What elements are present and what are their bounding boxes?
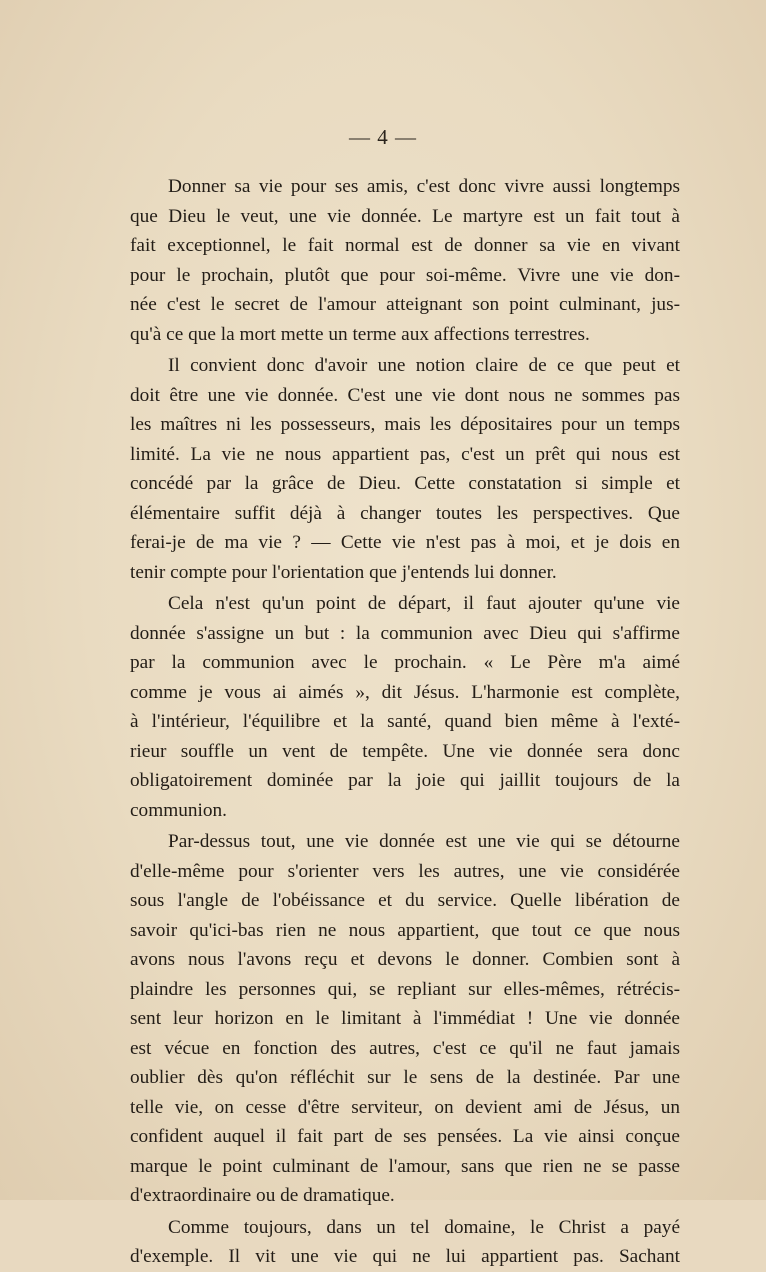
text-line: Par-dessus tout, une vie donnée est une vie qui se détourne xyxy=(168,831,680,852)
paragraph xyxy=(130,1213,680,1272)
text-line: pour le prochain, plutôt que pour soi-même. Vivre une vie don- xyxy=(130,264,680,286)
text-line: Il convient donc d'avoir une notion claire de ce que peut et xyxy=(168,355,680,376)
text-line: née c'est le secret de l'amour atteignant son point culminant, jus- xyxy=(130,294,680,315)
paragraph xyxy=(130,589,680,825)
text-line: comme je vous ai aimés », dit Jésus. L'harmonie est complète, xyxy=(130,681,680,703)
paragraph xyxy=(130,172,680,349)
text-line: obligatoirement dominée par la joie qui jaillit toujours de la xyxy=(130,770,680,791)
text-line: d'elle-même pour s'orienter vers les autres, une vie considérée xyxy=(130,860,680,882)
text-line: d'exemple. Il vit une vie qui ne lui appartient pas. Sachant xyxy=(130,1246,680,1267)
text-line: doit être une vie donnée. C'est une vie dont nous ne sommes pas xyxy=(130,384,680,406)
page-number: — 4 — xyxy=(349,125,417,149)
text-line: qu'à ce que la mort mette un terme aux affections terrestres. xyxy=(130,323,590,345)
text-line: sent leur horizon en le limitant à l'immédiat ! Une vie donnée xyxy=(130,1008,680,1029)
text-line: oublier dès qu'on réfléchit sur le sens de la destinée. Par une xyxy=(130,1067,680,1088)
text-line: rieur souffle un vent de tempête. Une vie donnée sera donc xyxy=(130,740,680,762)
text-line: confident auquel il fait part de ses pensées. La vie ainsi conçue xyxy=(130,1126,680,1147)
text-line: communion. xyxy=(130,799,227,821)
text-line: élémentaire suffit déjà à changer toutes les perspectives. Que xyxy=(130,502,680,524)
text-line: par la communion avec le prochain. « Le Père m'a aimé xyxy=(130,652,680,673)
body-text xyxy=(130,172,680,1272)
text-line: ferai-je de ma vie ? — Cette vie n'est pas à moi, et je dois en xyxy=(130,532,680,553)
text-line: marque le point culminant de l'amour, sans que rien ne se passe xyxy=(130,1155,680,1177)
text-line: est vécue en fonction des autres, c'est ce qu'il ne faut jamais xyxy=(130,1037,680,1059)
text-line: Comme toujours, dans un tel domaine, le Christ a payé xyxy=(168,1216,680,1238)
text-line: fait exceptionnel, le fait normal est de donner sa vie en vivant xyxy=(130,235,680,256)
text-line: savoir qu'ici-bas rien ne nous appartient, que tout ce que nous xyxy=(130,919,680,941)
text-line: Donner sa vie pour ses amis, c'est donc vivre aussi longtemps xyxy=(168,176,680,197)
text-line: tenir compte pour l'orientation que j'entends lui donner. xyxy=(130,561,557,583)
text-line: avons nous l'avons reçu et devons le donner. Combien sont à xyxy=(130,949,680,970)
text-line: plaindre les personnes qui, se repliant sur elles-mêmes, rétrécis- xyxy=(130,978,680,1000)
text-line: telle vie, on cesse d'être serviteur, on devient ami de Jésus, un xyxy=(130,1096,680,1118)
text-line: concédé par la grâce de Dieu. Cette constatation si simple et xyxy=(130,473,680,494)
text-line: donnée s'assigne un but : la communion avec Dieu qui s'affirme xyxy=(130,622,680,644)
text-line: Cela n'est qu'un point de départ, il faut ajouter qu'une vie xyxy=(168,593,680,614)
text-line: à l'intérieur, l'équilibre et la santé, quand bien même à l'exté- xyxy=(130,711,680,732)
text-line: que Dieu le veut, une vie donnée. Le martyre est un fait tout à xyxy=(130,205,680,227)
text-line: limité. La vie ne nous appartient pas, c'est un prêt qui nous est xyxy=(130,443,680,465)
text-line: les maîtres ni les possesseurs, mais les dépositaires pour un temps xyxy=(130,414,680,435)
text-line: d'extraordinaire ou de dramatique. xyxy=(130,1185,395,1206)
text-line: sous l'angle de l'obéissance et du service. Quelle libération de xyxy=(130,890,680,911)
paragraph xyxy=(130,827,680,1211)
paragraph xyxy=(130,351,680,587)
